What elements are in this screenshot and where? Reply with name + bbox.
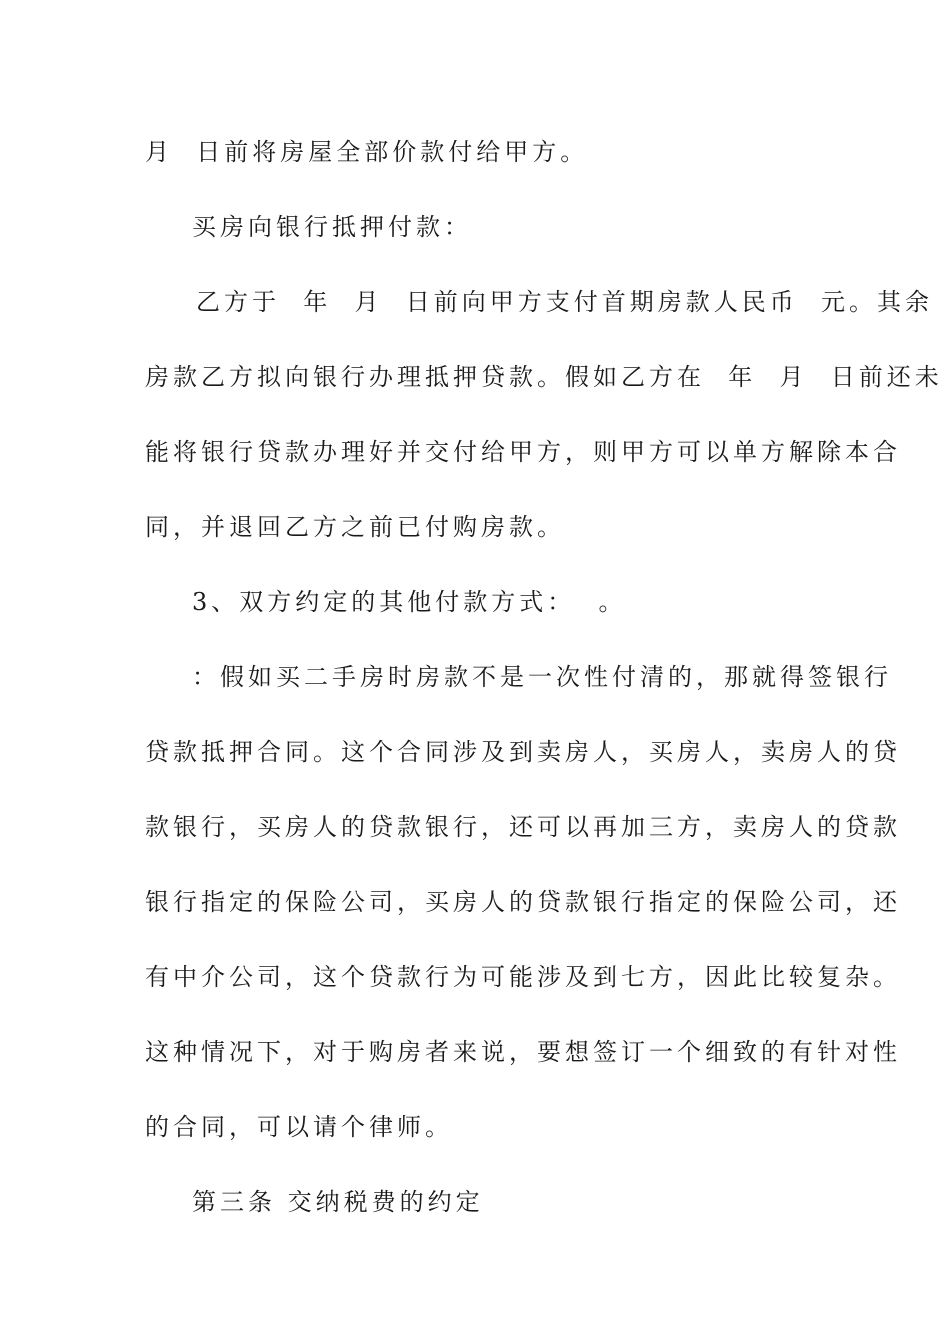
text-line: 能将银行贷款办理好并交付给甲方，则甲方可以单方解除本合: [145, 438, 901, 466]
text-line: 3、双方约定的其他付款方式： 。: [192, 588, 627, 616]
text-line: 这种情况下，对于购房者来说，要想签订一个细致的有针对性: [145, 1038, 901, 1066]
section-heading: 买房向银行抵押付款：: [192, 213, 472, 241]
text-line: ：假如买二手房时房款不是一次性付清的，那就得签银行: [192, 663, 892, 691]
text-line: 有中介公司，这个贷款行为可能涉及到七方，因此比较复杂。: [145, 963, 901, 991]
text-line: 款银行，买房人的贷款银行，还可以再加三方，卖房人的贷款: [145, 813, 901, 841]
text-line: 银行指定的保险公司，买房人的贷款银行指定的保险公司，还: [145, 888, 901, 916]
text-line: 贷款抵押合同。这个合同涉及到卖房人，买房人，卖房人的贷: [145, 738, 901, 766]
text-line: 月 日前将房屋全部价款付给甲方。: [145, 138, 589, 166]
text-line: 乙方于 年 月 日前向甲方支付首期房款人民币 元。其余: [196, 288, 934, 316]
text-line: 房款乙方拟向银行办理抵押贷款。假如乙方在 年 月 日前还未: [145, 363, 943, 391]
text-line: 的合同，可以请个律师。: [145, 1113, 453, 1141]
text-line: 同，并退回乙方之前已付购房款。: [145, 513, 565, 541]
article-heading: 第三条 交纳税费的约定: [192, 1188, 484, 1216]
